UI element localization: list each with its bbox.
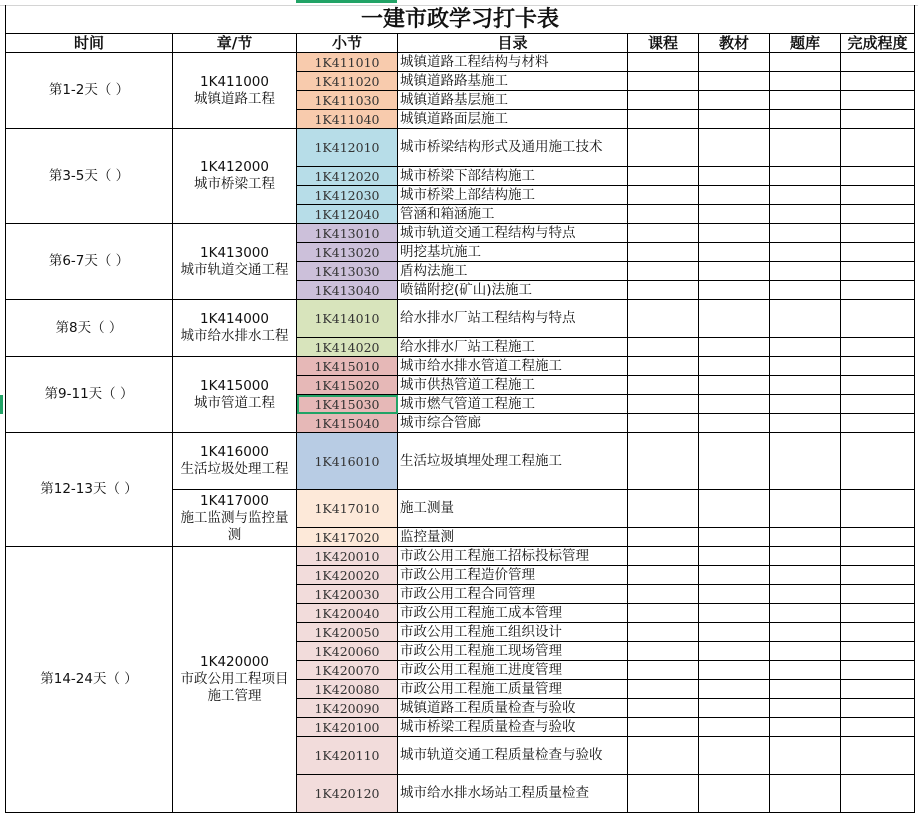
question-bank-cell[interactable] (770, 414, 841, 433)
section-code-cell[interactable]: 1K420120 (297, 775, 398, 813)
progress-cell[interactable] (841, 186, 915, 205)
table-row (6, 129, 915, 167)
section-code-cell[interactable]: 1K413020 (297, 243, 398, 262)
course-cell[interactable] (628, 585, 699, 604)
course-cell[interactable] (628, 129, 699, 167)
chapter-cell[interactable]: 1K412000 城市桥梁工程 (173, 129, 297, 224)
question-bank-cell[interactable] (770, 262, 841, 281)
section-code-cell[interactable]: 1K420050 (297, 623, 398, 642)
contents-cell[interactable]: 城镇道路工程质量检查与验收 (398, 699, 628, 718)
progress-cell[interactable] (841, 585, 915, 604)
section-code-cell[interactable]: 1K420070 (297, 661, 398, 680)
section-code-cell[interactable]: 1K411030 (297, 91, 398, 110)
question-bank-cell[interactable] (770, 338, 841, 357)
chapter-cell[interactable]: 1K413000 城市轨道交通工程 (173, 224, 297, 300)
course-cell[interactable] (628, 737, 699, 775)
question-bank-cell[interactable] (770, 186, 841, 205)
course-cell[interactable] (628, 547, 699, 566)
contents-cell[interactable]: 施工测量 (398, 490, 628, 528)
progress-cell[interactable] (841, 604, 915, 623)
course-cell[interactable] (628, 395, 699, 414)
contents-cell[interactable]: 市政公用工程施工现场管理 (398, 642, 628, 661)
course-cell[interactable] (628, 623, 699, 642)
contents-cell[interactable]: 给水排水厂站工程施工 (398, 338, 628, 357)
course-cell[interactable] (628, 186, 699, 205)
header-contents[interactable]: 目录 (398, 34, 628, 53)
progress-cell[interactable] (841, 718, 915, 737)
question-bank-cell[interactable] (770, 528, 841, 547)
progress-cell[interactable] (841, 224, 915, 243)
course-cell[interactable] (628, 110, 699, 129)
course-cell[interactable] (628, 490, 699, 528)
course-cell[interactable] (628, 167, 699, 186)
textbook-cell[interactable] (699, 642, 770, 661)
question-bank-cell[interactable] (770, 547, 841, 566)
progress-cell[interactable] (841, 490, 915, 528)
section-code-cell[interactable]: 1K412030 (297, 186, 398, 205)
course-cell[interactable] (628, 53, 699, 72)
textbook-cell[interactable] (699, 281, 770, 300)
selected-row-indicator (0, 395, 3, 414)
course-cell[interactable] (628, 357, 699, 376)
progress-cell[interactable] (841, 357, 915, 376)
contents-cell[interactable]: 监控量测 (398, 528, 628, 547)
contents-cell[interactable]: 市政公用工程施工组织设计 (398, 623, 628, 642)
selected-column-indicator (296, 0, 397, 3)
course-cell[interactable] (628, 566, 699, 585)
header-course[interactable]: 课程 (628, 34, 699, 53)
day-cell[interactable]: 第3-5天（ ） (6, 129, 173, 224)
progress-cell[interactable] (841, 376, 915, 395)
section-code-cell[interactable]: 1K415040 (297, 414, 398, 433)
textbook-cell[interactable] (699, 661, 770, 680)
question-bank-cell[interactable] (770, 72, 841, 91)
textbook-cell[interactable] (699, 528, 770, 547)
textbook-cell[interactable] (699, 205, 770, 224)
question-bank-cell[interactable] (770, 680, 841, 699)
section-code-cell[interactable]: 1K420110 (297, 737, 398, 775)
table-row (6, 433, 915, 490)
contents-cell[interactable]: 城市轨道交通工程结构与特点 (398, 224, 628, 243)
course-cell[interactable] (628, 528, 699, 547)
textbook-cell[interactable] (699, 262, 770, 281)
contents-cell[interactable]: 城市桥梁结构形式及通用施工技术 (398, 129, 628, 167)
contents-cell[interactable]: 城镇道路面层施工 (398, 110, 628, 129)
textbook-cell[interactable] (699, 91, 770, 110)
progress-cell[interactable] (841, 205, 915, 224)
question-bank-cell[interactable] (770, 490, 841, 528)
section-code-cell[interactable]: 1K420030 (297, 585, 398, 604)
textbook-cell[interactable] (699, 414, 770, 433)
contents-cell[interactable]: 市政公用工程施工招标投标管理 (398, 547, 628, 566)
checkin-sheet (5, 5, 915, 813)
section-code-cell[interactable]: 1K411010 (297, 53, 398, 72)
textbook-cell[interactable] (699, 243, 770, 262)
textbook-cell[interactable] (699, 72, 770, 91)
question-bank-cell[interactable] (770, 110, 841, 129)
day-cell[interactable]: 第8天（ ） (6, 300, 173, 357)
section-code-cell[interactable]: 1K420020 (297, 566, 398, 585)
question-bank-cell[interactable] (770, 395, 841, 414)
contents-cell[interactable]: 城镇道路基层施工 (398, 91, 628, 110)
section-code-cell[interactable]: 1K412010 (297, 129, 398, 167)
section-code-cell[interactable]: 1K413010 (297, 224, 398, 243)
course-cell[interactable] (628, 300, 699, 338)
textbook-cell[interactable] (699, 680, 770, 699)
contents-cell[interactable]: 生活垃圾填埋处理工程施工 (398, 433, 628, 490)
progress-cell[interactable] (841, 281, 915, 300)
textbook-cell[interactable] (699, 547, 770, 566)
contents-cell[interactable]: 喷锚附挖(矿山)法施工 (398, 281, 628, 300)
question-bank-cell[interactable] (770, 699, 841, 718)
textbook-cell[interactable] (699, 300, 770, 338)
question-bank-cell[interactable] (770, 376, 841, 395)
contents-cell[interactable]: 城市综合管廊 (398, 414, 628, 433)
section-code-cell[interactable]: 1K420090 (297, 699, 398, 718)
table-row (6, 547, 915, 566)
textbook-cell[interactable] (699, 490, 770, 528)
section-code-cell[interactable]: 1K415010 (297, 357, 398, 376)
textbook-cell[interactable] (699, 585, 770, 604)
contents-cell[interactable]: 城市给水排水场站工程质量检查 (398, 775, 628, 813)
question-bank-cell[interactable] (770, 205, 841, 224)
question-bank-cell[interactable] (770, 281, 841, 300)
question-bank-cell[interactable] (770, 53, 841, 72)
day-cell[interactable]: 第12-13天（ ） (6, 433, 173, 547)
question-bank-cell[interactable] (770, 167, 841, 186)
header-chapter[interactable]: 章/节 (173, 34, 297, 53)
course-cell[interactable] (628, 433, 699, 490)
course-cell[interactable] (628, 205, 699, 224)
section-code-cell[interactable]: 1K413040 (297, 281, 398, 300)
header-question-bank[interactable]: 题库 (770, 34, 841, 53)
textbook-cell[interactable] (699, 53, 770, 72)
contents-cell[interactable]: 明挖基坑施工 (398, 243, 628, 262)
table-row (6, 224, 915, 243)
question-bank-cell[interactable] (770, 129, 841, 167)
header-section[interactable]: 小节 (297, 34, 398, 53)
contents-cell[interactable]: 市政公用工程造价管理 (398, 566, 628, 585)
course-cell[interactable] (628, 699, 699, 718)
question-bank-cell[interactable] (770, 737, 841, 775)
table-row (6, 300, 915, 338)
textbook-cell[interactable] (699, 357, 770, 376)
textbook-cell[interactable] (699, 566, 770, 585)
progress-cell[interactable] (841, 775, 915, 813)
course-cell[interactable] (628, 338, 699, 357)
progress-cell[interactable] (841, 53, 915, 72)
course-cell[interactable] (628, 718, 699, 737)
course-cell[interactable] (628, 642, 699, 661)
sheet-title[interactable]: 一建市政学习打卡表 (6, 5, 915, 34)
progress-cell[interactable] (841, 623, 915, 642)
day-cell[interactable]: 第9-11天（ ） (6, 357, 173, 433)
section-code-cell[interactable]: 1K420100 (297, 718, 398, 737)
course-cell[interactable] (628, 376, 699, 395)
course-cell[interactable] (628, 661, 699, 680)
question-bank-cell[interactable] (770, 224, 841, 243)
contents-cell[interactable]: 城市燃气管道工程施工 (398, 395, 628, 414)
question-bank-cell[interactable] (770, 243, 841, 262)
section-code-cell[interactable]: 1K420060 (297, 642, 398, 661)
course-cell[interactable] (628, 91, 699, 110)
section-code-cell[interactable]: 1K415030 (297, 395, 398, 414)
progress-cell[interactable] (841, 642, 915, 661)
section-code-cell[interactable]: 1K413030 (297, 262, 398, 281)
question-bank-cell[interactable] (770, 775, 841, 813)
textbook-cell[interactable] (699, 623, 770, 642)
textbook-cell[interactable] (699, 699, 770, 718)
progress-cell[interactable] (841, 433, 915, 490)
progress-cell[interactable] (841, 547, 915, 566)
contents-cell[interactable]: 市政公用工程施工质量管理 (398, 680, 628, 699)
textbook-cell[interactable] (699, 167, 770, 186)
progress-cell[interactable] (841, 528, 915, 547)
contents-cell[interactable]: 市政公用工程施工成本管理 (398, 604, 628, 623)
textbook-cell[interactable] (699, 186, 770, 205)
section-code-cell[interactable]: 1K417020 (297, 528, 398, 547)
contents-cell[interactable]: 市政公用工程施工进度管理 (398, 661, 628, 680)
chapter-cell[interactable]: 1K417000 施工监测与监控量测 (173, 490, 297, 547)
contents-cell[interactable]: 城市桥梁工程质量检查与验收 (398, 718, 628, 737)
section-code-cell[interactable]: 1K411040 (297, 110, 398, 129)
course-cell[interactable] (628, 243, 699, 262)
progress-cell[interactable] (841, 737, 915, 775)
question-bank-cell[interactable] (770, 566, 841, 585)
header-progress[interactable]: 完成程度 (841, 34, 915, 53)
chapter-cell[interactable]: 1K416000 生活垃圾处理工程 (173, 433, 297, 490)
question-bank-cell[interactable] (770, 300, 841, 338)
section-code-cell[interactable]: 1K414020 (297, 338, 398, 357)
progress-cell[interactable] (841, 167, 915, 186)
textbook-cell[interactable] (699, 338, 770, 357)
question-bank-cell[interactable] (770, 585, 841, 604)
section-code-cell[interactable]: 1K411020 (297, 72, 398, 91)
question-bank-cell[interactable] (770, 623, 841, 642)
table-row (6, 53, 915, 72)
textbook-cell[interactable] (699, 376, 770, 395)
chapter-cell[interactable]: 1K411000 城镇道路工程 (173, 53, 297, 129)
day-cell[interactable]: 第6-7天（ ） (6, 224, 173, 300)
course-cell[interactable] (628, 604, 699, 623)
progress-cell[interactable] (841, 262, 915, 281)
textbook-cell[interactable] (699, 395, 770, 414)
progress-cell[interactable] (841, 414, 915, 433)
textbook-cell[interactable] (699, 718, 770, 737)
contents-cell[interactable]: 城市给水排水管道工程施工 (398, 357, 628, 376)
section-code-cell[interactable]: 1K416010 (297, 433, 398, 490)
table-row (6, 357, 915, 376)
question-bank-cell[interactable] (770, 91, 841, 110)
header-textbook[interactable]: 教材 (699, 34, 770, 53)
progress-cell[interactable] (841, 72, 915, 91)
contents-cell[interactable]: 管涵和箱涵施工 (398, 205, 628, 224)
contents-cell[interactable]: 盾构法施工 (398, 262, 628, 281)
question-bank-cell[interactable] (770, 433, 841, 490)
day-cell[interactable]: 第14-24天（ ） (6, 547, 173, 813)
progress-cell[interactable] (841, 300, 915, 338)
course-cell[interactable] (628, 262, 699, 281)
section-code-cell[interactable]: 1K415020 (297, 376, 398, 395)
course-cell[interactable] (628, 281, 699, 300)
contents-cell[interactable]: 城镇道路路基施工 (398, 72, 628, 91)
course-cell[interactable] (628, 680, 699, 699)
textbook-cell[interactable] (699, 129, 770, 167)
progress-cell[interactable] (841, 129, 915, 167)
progress-cell[interactable] (841, 91, 915, 110)
progress-cell[interactable] (841, 338, 915, 357)
textbook-cell[interactable] (699, 775, 770, 813)
section-code-cell[interactable]: 1K414010 (297, 300, 398, 338)
question-bank-cell[interactable] (770, 661, 841, 680)
chapter-cell[interactable]: 1K414000 城市给水排水工程 (173, 300, 297, 357)
course-cell[interactable] (628, 414, 699, 433)
question-bank-cell[interactable] (770, 604, 841, 623)
question-bank-cell[interactable] (770, 642, 841, 661)
section-code-cell[interactable]: 1K412040 (297, 205, 398, 224)
chapter-cell[interactable]: 1K415000 城市管道工程 (173, 357, 297, 433)
textbook-cell[interactable] (699, 604, 770, 623)
progress-cell[interactable] (841, 661, 915, 680)
course-cell[interactable] (628, 775, 699, 813)
progress-cell[interactable] (841, 395, 915, 414)
progress-cell[interactable] (841, 243, 915, 262)
contents-cell[interactable]: 城市轨道交通工程质量检查与验收 (398, 737, 628, 775)
section-code-cell[interactable]: 1K412020 (297, 167, 398, 186)
section-code-cell[interactable]: 1K420040 (297, 604, 398, 623)
contents-cell[interactable]: 城镇道路工程结构与材料 (398, 53, 628, 72)
course-cell[interactable] (628, 72, 699, 91)
progress-cell[interactable] (841, 699, 915, 718)
section-code-cell[interactable]: 1K420010 (297, 547, 398, 566)
question-bank-cell[interactable] (770, 718, 841, 737)
chapter-cell[interactable]: 1K420000 市政公用工程项目施工管理 (173, 547, 297, 813)
textbook-cell[interactable] (699, 110, 770, 129)
contents-cell[interactable]: 市政公用工程合同管理 (398, 585, 628, 604)
textbook-cell[interactable] (699, 737, 770, 775)
contents-cell[interactable]: 城市桥梁下部结构施工 (398, 167, 628, 186)
question-bank-cell[interactable] (770, 357, 841, 376)
day-cell[interactable]: 第1-2天（ ） (6, 53, 173, 129)
contents-cell[interactable]: 给水排水厂站工程结构与特点 (398, 300, 628, 338)
contents-cell[interactable]: 城市供热管道工程施工 (398, 376, 628, 395)
textbook-cell[interactable] (699, 224, 770, 243)
progress-cell[interactable] (841, 680, 915, 699)
header-time[interactable]: 时间 (6, 34, 173, 53)
progress-cell[interactable] (841, 110, 915, 129)
section-code-cell[interactable]: 1K420080 (297, 680, 398, 699)
contents-cell[interactable]: 城市桥梁上部结构施工 (398, 186, 628, 205)
course-cell[interactable] (628, 224, 699, 243)
section-code-cell[interactable]: 1K417010 (297, 490, 398, 528)
textbook-cell[interactable] (699, 433, 770, 490)
progress-cell[interactable] (841, 566, 915, 585)
